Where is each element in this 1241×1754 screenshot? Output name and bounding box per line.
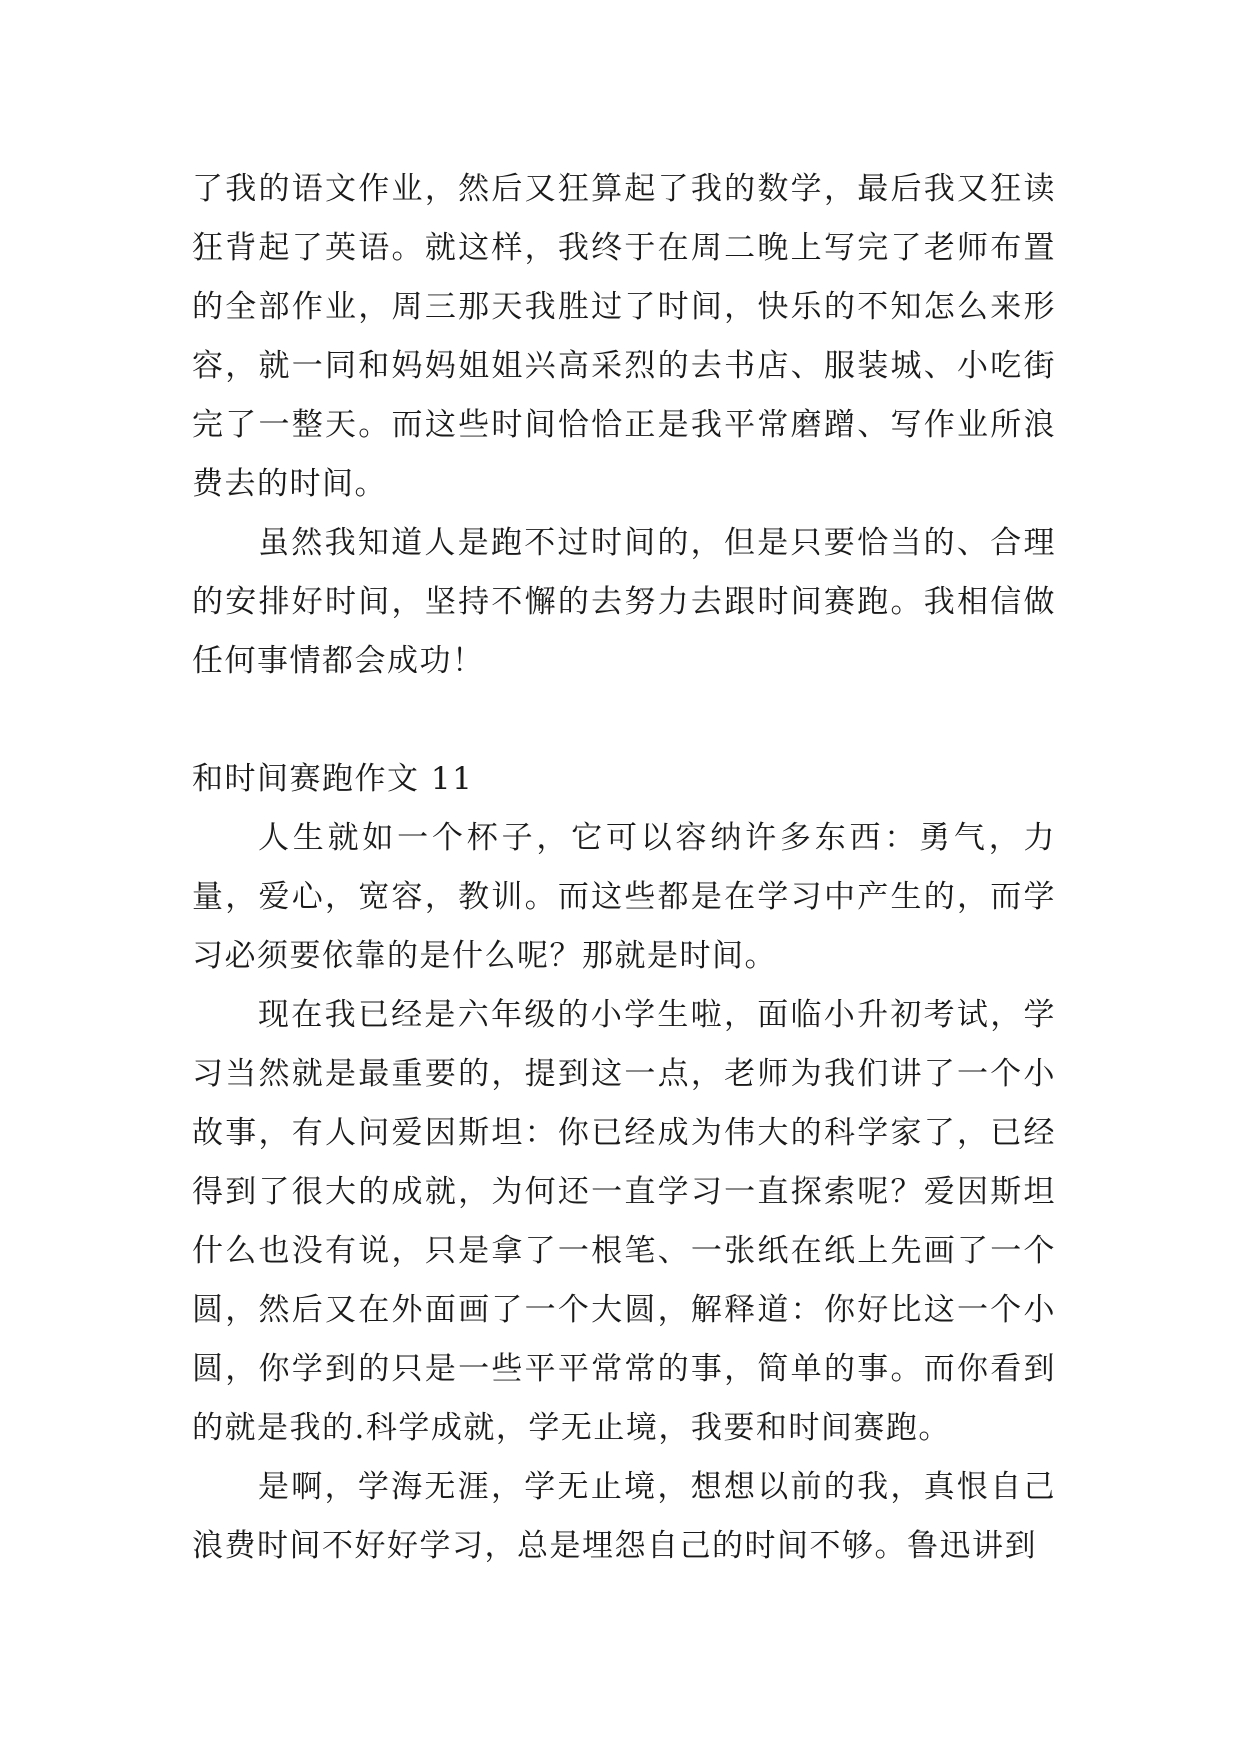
paragraph-race-with-time: 虽然我知道人是跑不过时间的，但是只要恰当的、合理的安排好时间，坚持不懈的去努力去跟时间赛跑。我相信做任何事情都会成功！	[192, 525, 1056, 679]
paragraph-homework-done: 了我的语文作业，然后又狂算起了我的数学，最后我又狂读狂背起了英语。就这样，我终于在周二晚上写完了老师布置的全部作业，周三那天我胜过了时间，快乐的不知怎么来形容，就一同和妈妈姐姐兴高采烈的去书店、服装城、小吃街完了一整天。而这些时间恰恰正是我平常磨蹭、写作业所浪费去的时间。	[192, 171, 1056, 502]
paragraph-einstein-story: 现在我已经是六年级的小学生啦，面临小升初考试，学习当然就是最重要的，提到这一点，老师为我们讲了一个小故事，有人问爱因斯坦：你已经成为伟大的科学家了，已经得到了很大的成就，为何还一直学习一直探索呢？爱因斯坦什么也没有说，只是拿了一根笔、一张纸在纸上先画了一个圆，然后又在外面画了一个大圆，解释道：你好比这一个小圆，你学到的只是一些平平常常的事，简单的事。而你看到的就是我的.科学成就，学无止境，我要和时间赛跑。	[192, 997, 1056, 1446]
paragraph-reflection: 是啊，学海无涯，学无止境，想想以前的我，真恨自己浪费时间不好好学习，总是埋怨自己的时间不够。鲁迅讲到	[192, 1469, 1056, 1564]
essay-continuation	[192, 160, 1056, 691]
essay-title: 和时间赛跑作文 11	[192, 761, 474, 797]
paragraph-life-cup: 人生就如一个杯子，它可以容纳许多东西：勇气，力量，爱心，宽容，教训。而这些都是在学习中产生的，而学习必须要依靠的是什么呢？那就是时间。	[192, 820, 1056, 974]
essay-11	[192, 750, 1056, 1576]
